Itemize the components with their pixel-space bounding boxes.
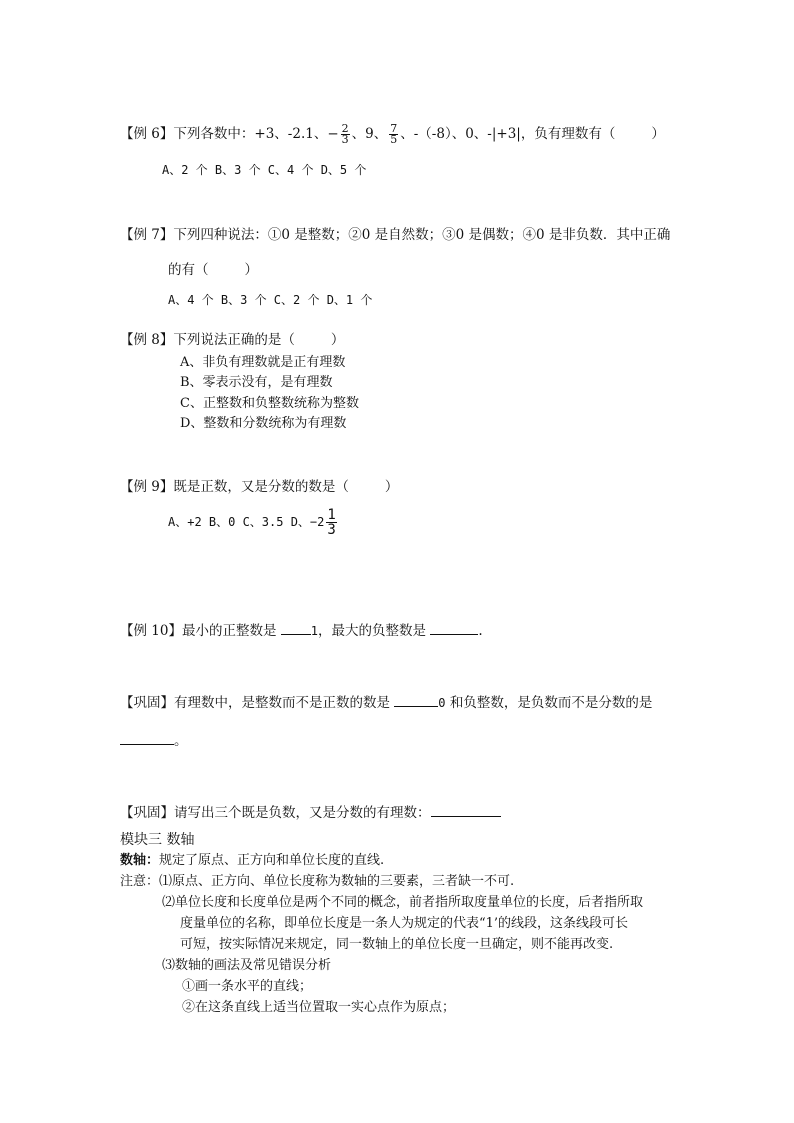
example-6-options: A、2 个 B、3 个 C、4 个 D、5 个 [162, 163, 367, 177]
example-9: 【例 9】既是正数，又是分数的数是（ ） [120, 479, 399, 495]
question-text: 和负整数，是负数而不是分数的是 [449, 695, 653, 711]
example-tag: 【巩固】 [120, 805, 174, 821]
question-text: 下列各数中：+3、-2.1、 [173, 126, 328, 142]
answer-blank [430, 620, 478, 635]
answer-blank [281, 620, 311, 635]
answer-text: 0 [438, 696, 446, 710]
consolidation-1-cont: 。 [120, 730, 188, 751]
consolidation-2 [120, 802, 501, 823]
answer-blank [431, 802, 501, 817]
answer-blank [394, 692, 438, 707]
question-text: 下列四种说法：①0 是整数；②0 是自然数；③0 是偶数；④0 是非负数．其中正确 [173, 227, 671, 243]
answer-blank [120, 730, 174, 745]
example-tag: 【例 7】 [120, 227, 174, 243]
note-2-line-1: ⑵单位长度和长度单位是两个不同的概念，前者指所取度量单位的长度，后者指所取 [162, 895, 644, 910]
fraction: $\frac{2}{3}$ [341, 122, 349, 146]
note-3: ⑶数轴的画法及常见错误分析 [162, 958, 332, 973]
question-text: ，最大的负整数是 [318, 623, 427, 639]
question-text: 请写出三个既是负数，又是分数的有理数： [174, 805, 431, 821]
example-9-options: A、+2 B、0 C、3.5 D、−2 $\frac{1}{3}$ [168, 507, 336, 538]
option-d: D、整数和分数统称为有理数 [180, 416, 347, 431]
example-10: 【例 10】最小的正整数是 1，最大的负整数是 . [120, 620, 483, 641]
section-title: 模块三 数轴 [120, 832, 195, 848]
example-tag: 【例 6】 [120, 126, 174, 142]
note-1: 注意：⑴原点、正方向、单位长度称为数轴的三要素，三者缺一不可. [120, 874, 515, 889]
definition-text: 规定了原点、正方向和单位长度的直线. [159, 853, 385, 868]
example-7-cont: 的有（ ） [168, 262, 258, 278]
note-label: 注意： [120, 874, 160, 889]
example-tag: 【例 8】 [120, 332, 174, 348]
fraction-sign: − [327, 126, 339, 142]
fraction: $\frac{7}{5}$ [390, 122, 398, 146]
option-a: A、非负有理数就是正有理数 [180, 355, 346, 370]
example-7-options: A、4 个 B、3 个 C、2 个 D、1 个 [168, 293, 373, 307]
fraction: $\frac{1}{3}$ [327, 507, 336, 538]
consolidation-1 [120, 692, 652, 713]
answer-text: 1 [310, 624, 319, 638]
note-2-line-3: 可短，按实际情况来规定，同一数轴上的单位长度一旦确定，则不能再改变. [180, 937, 614, 952]
step-2: ②在这条直线上适当位置取一实心点作为原点； [182, 1000, 456, 1015]
step-1: ①画一条水平的直线； [182, 979, 313, 994]
example-7 [120, 225, 670, 245]
question-text: 、9、 [351, 126, 388, 142]
example-tag: 【例 9】 [120, 479, 174, 495]
definition [120, 851, 384, 871]
example-tag: 【例 10】 [120, 623, 182, 639]
definition-label: 数轴： [120, 853, 160, 868]
question-text: 下列说法正确的是（ [173, 332, 295, 348]
option-c: C、正整数和负整数统称为整数 [180, 396, 359, 411]
question-text: 、-（-8）、0、-|+3|，负有理数有（ [400, 126, 616, 142]
example-8: 【例 8】下列说法正确的是（ ） [120, 332, 345, 348]
example-6: 【例 6】下列各数中：+3、-2.1、− $\frac{2}{3}$ 、9、 $\frac{7}{5}$ 、-（-8）、0、-|+3|，负有理数有（ ） [120, 122, 665, 146]
question-text: 既是正数，又是分数的数是（ [173, 479, 349, 495]
option-b: B、零表示没有，是有理数 [180, 375, 333, 390]
example-tag: 【巩固】 [120, 695, 174, 711]
question-text: 最小的正整数是 [181, 623, 277, 639]
question-text: 有理数中，是整数而不是正数的数是 [174, 695, 390, 711]
note-2-line-2: 度量单位的名称，即单位长度是一条人为规定的代表“1’的线段，这条线段可长 [180, 916, 629, 931]
